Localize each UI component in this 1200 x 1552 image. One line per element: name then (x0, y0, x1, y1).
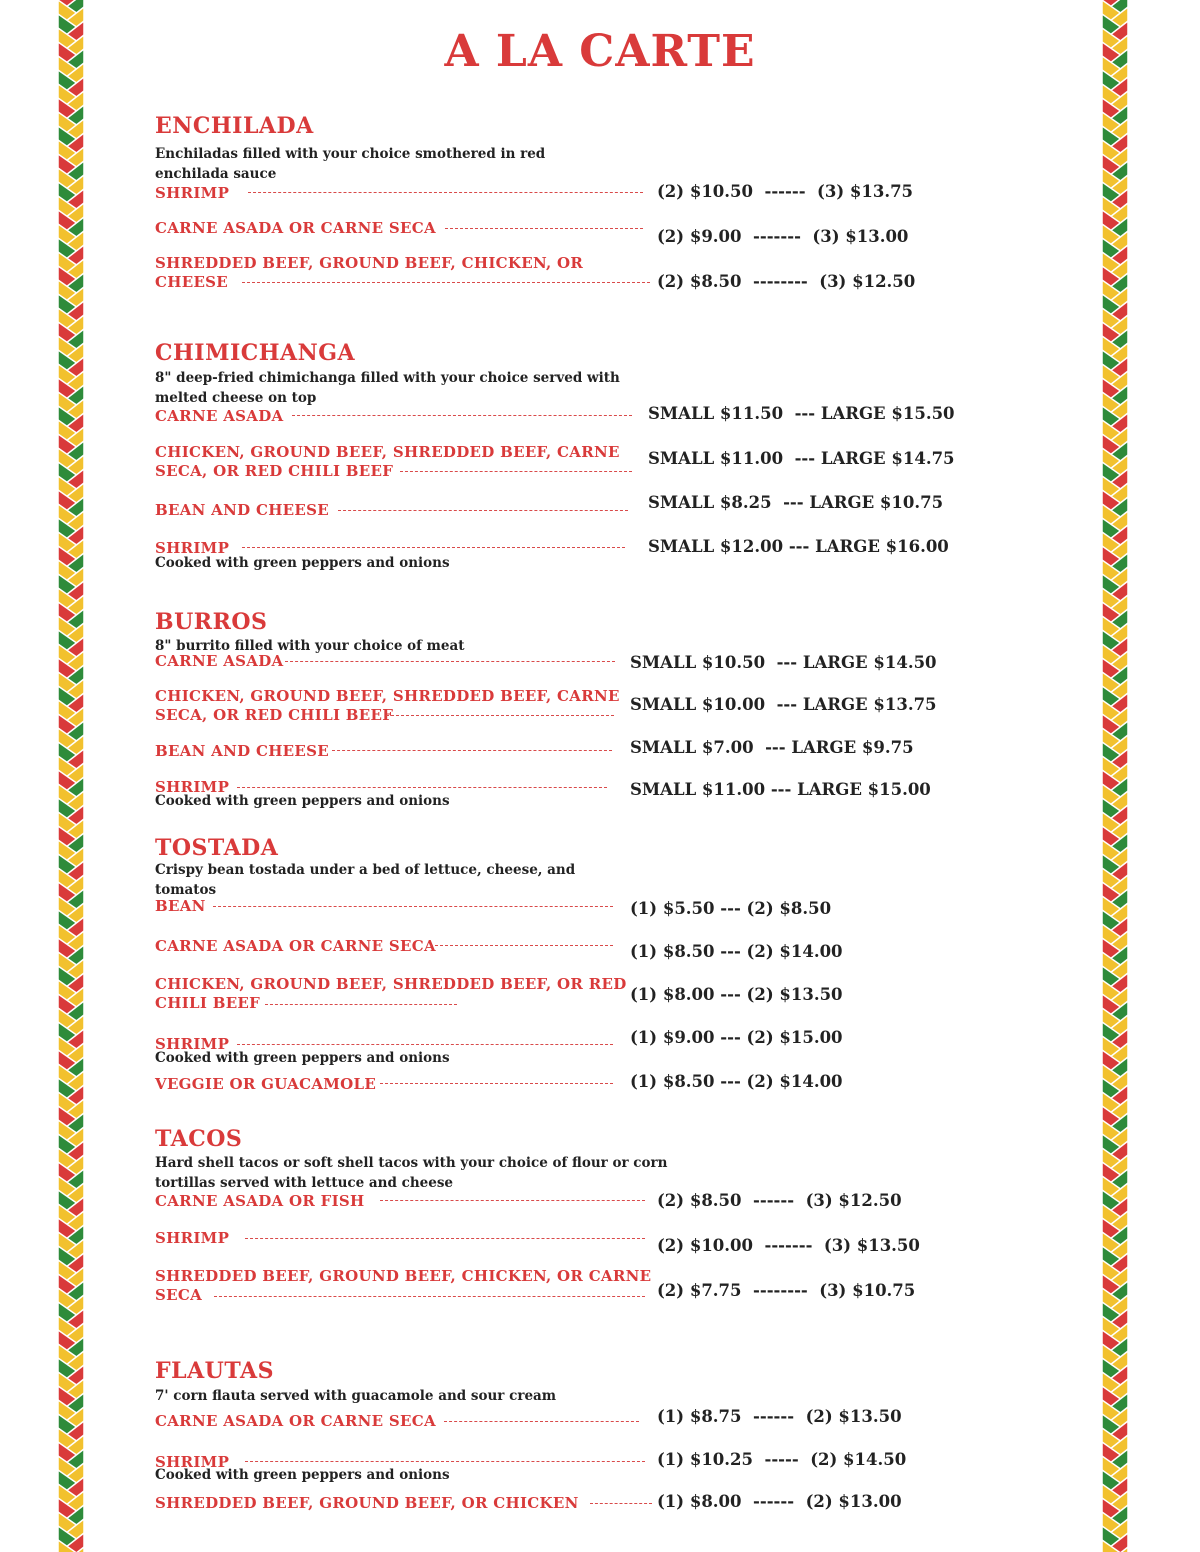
item-price: (2) $10.00 ------- (3) $13.50 (657, 1236, 920, 1255)
item-price: (2) $10.50 ------ (3) $13.75 (657, 182, 914, 201)
dotted-leader (338, 510, 628, 511)
dotted-leader (380, 1083, 613, 1084)
item-price: SMALL $11.00 --- LARGE $14.75 (648, 449, 955, 468)
item-note: Cooked with green peppers and onions (155, 555, 450, 571)
item-name-line2: CHILI BEEF (155, 994, 261, 1012)
section-description-tacos: Hard shell tacos or soft shell tacos with your choice of flour or corn tortillas served with lettuce and cheese (155, 1155, 668, 1191)
menu-item-flautas-shredded-beef (155, 1493, 579, 1513)
item-price: SMALL $10.50 --- LARGE $14.50 (630, 653, 937, 672)
item-name: CARNE ASADA OR CARNE SECA (155, 1412, 436, 1430)
item-name: SHREDDED BEEF, GROUND BEEF, CHICKEN, OR CARNE (155, 1267, 652, 1285)
menu-item-tacos-carne-asada (155, 1191, 365, 1211)
item-name: BEAN AND CHEESE (155, 501, 330, 519)
item-price: (1) $8.00 ------ (2) $13.00 (657, 1492, 902, 1511)
section-heading-burros: BURROS (155, 609, 268, 635)
item-price: SMALL $11.50 --- LARGE $15.50 (648, 404, 955, 423)
menu-item-tostada-bean (155, 896, 206, 916)
item-price: SMALL $8.25 --- LARGE $10.75 (648, 493, 944, 512)
section-heading-enchilada: ENCHILADA (155, 113, 314, 139)
dotted-leader (444, 1421, 639, 1422)
item-note: Cooked with green peppers and onions (155, 793, 450, 809)
item-name: SHRIMP (155, 184, 230, 202)
item-price: (1) $9.00 --- (2) $15.00 (630, 1028, 843, 1047)
item-name: SHREDDED BEEF, GROUND BEEF, OR CHICKEN (155, 1494, 579, 1512)
section-description-flautas: 7' corn flauta served with guacamole and sour cream (155, 1388, 557, 1404)
dotted-leader (590, 1503, 652, 1504)
dotted-leader (214, 1296, 645, 1297)
dotted-leader (245, 1238, 645, 1239)
menu-item-flautas-carne-asada (155, 1411, 436, 1431)
menu-item-enchilada-carne-asada (155, 218, 436, 238)
item-name: CHICKEN, GROUND BEEF, SHREDDED BEEF, CARNE (155, 687, 620, 705)
dotted-leader (213, 906, 613, 907)
item-name: CARNE ASADA OR CARNE SECA (155, 937, 436, 955)
dotted-leader (400, 471, 632, 472)
item-name: SHRIMP (155, 1035, 230, 1053)
dotted-leader (380, 1200, 645, 1201)
dotted-leader (237, 1044, 613, 1045)
section-heading-tacos: TACOS (155, 1126, 243, 1152)
dotted-leader (285, 661, 615, 662)
menu-item-burros-chicken (155, 687, 620, 725)
item-name: CARNE ASADA OR CARNE SECA (155, 219, 436, 237)
item-name: BEAN AND CHEESE (155, 742, 330, 760)
item-name-line2: SECA (155, 1286, 203, 1304)
dotted-leader (332, 750, 612, 751)
item-name: CARNE ASADA OR FISH (155, 1192, 365, 1210)
item-price: SMALL $11.00 --- LARGE $15.00 (630, 780, 931, 799)
item-name: SHRIMP (155, 539, 230, 557)
item-price: (2) $9.00 ------- (3) $13.00 (657, 227, 909, 246)
dotted-leader (237, 787, 607, 788)
item-name: CARNE ASADA (155, 652, 284, 670)
menu-item-tostada-veggie (155, 1074, 376, 1094)
item-note: Cooked with green peppers and onions (155, 1050, 450, 1066)
item-price: (2) $8.50 -------- (3) $12.50 (657, 272, 916, 291)
item-name: CARNE ASADA (155, 407, 284, 425)
dotted-leader (386, 715, 614, 716)
section-description-tostada: Crispy bean tostada under a bed of lettuce, cheese, and tomatos (155, 862, 576, 898)
section-description-chimichanga: 8" deep-fried chimichanga filled with your choice served with melted cheese on top (155, 370, 620, 406)
dotted-leader (248, 192, 643, 193)
item-price: SMALL $7.00 --- LARGE $9.75 (630, 738, 914, 757)
item-name: VEGGIE OR GUACAMOLE (155, 1075, 377, 1093)
item-price: SMALL $12.00 --- LARGE $16.00 (648, 537, 949, 556)
item-price: (1) $8.00 --- (2) $13.50 (630, 985, 843, 1004)
menu-item-chimichanga-bean-and-cheese (155, 500, 329, 520)
item-price: (1) $5.50 --- (2) $8.50 (630, 899, 832, 918)
dotted-leader (242, 282, 650, 283)
item-name-line2: CHEESE (155, 273, 229, 291)
section-heading-tostada: TOSTADA (155, 835, 279, 861)
item-price: (1) $8.75 ------ (2) $13.50 (657, 1407, 902, 1426)
section-description-burros: 8" burrito filled with your choice of meat (155, 638, 465, 654)
menu-item-burros-carne-asada (155, 651, 283, 671)
menu-item-tacos-shredded-beef (155, 1267, 651, 1305)
menu-item-tacos-shrimp (155, 1228, 229, 1248)
page-title: A LA CARTE (444, 26, 756, 77)
menu-item-burros-bean-and-cheese (155, 741, 329, 761)
item-name: BEAN (155, 897, 206, 915)
menu-item-enchilada-shrimp (155, 183, 229, 203)
section-heading-chimichanga: CHIMICHANGA (155, 340, 356, 366)
right-decorative-border (1102, 0, 1128, 1552)
item-price: (1) $8.50 --- (2) $14.00 (630, 1072, 843, 1091)
item-name: CHICKEN, GROUND BEEF, SHREDDED BEEF, OR RED (155, 975, 627, 993)
dotted-leader (242, 547, 625, 548)
menu-item-tostada-chicken (155, 975, 627, 1013)
item-name: CHICKEN, GROUND BEEF, SHREDDED BEEF, CARNE (155, 443, 620, 461)
menu-item-enchilada-shredded-beef (155, 254, 583, 292)
dotted-leader (430, 945, 613, 946)
section-description-enchilada: Enchiladas filled with your choice smothered in red enchilada sauce (155, 146, 546, 182)
item-price: (2) $8.50 ------ (3) $12.50 (657, 1191, 902, 1210)
item-name-line2: SECA, OR RED CHILI BEEF (155, 706, 394, 724)
item-note: Cooked with green peppers and onions (155, 1467, 450, 1483)
section-heading-flautas: FLAUTAS (155, 1358, 274, 1384)
item-name: SHRIMP (155, 1229, 230, 1247)
item-name-line2: SECA, OR RED CHILI BEEF (155, 462, 394, 480)
left-decorative-border (58, 0, 84, 1552)
item-price: (1) $8.50 --- (2) $14.00 (630, 942, 843, 961)
menu-item-chimichanga-carne-asada (155, 406, 283, 426)
item-price: (1) $10.25 ----- (2) $14.50 (657, 1450, 907, 1469)
menu-item-chimichanga-chicken (155, 443, 620, 481)
item-price: SMALL $10.00 --- LARGE $13.75 (630, 695, 937, 714)
menu-item-tostada-carne-asada (155, 936, 436, 956)
item-name: SHRIMP (155, 778, 230, 796)
dotted-leader (265, 1004, 457, 1005)
item-name: SHRIMP (155, 1453, 230, 1471)
dotted-leader (245, 1461, 645, 1462)
dotted-leader (292, 415, 632, 416)
item-name: SHREDDED BEEF, GROUND BEEF, CHICKEN, OR (155, 254, 584, 272)
dotted-leader (445, 228, 643, 229)
item-price: (2) $7.75 -------- (3) $10.75 (657, 1281, 916, 1300)
